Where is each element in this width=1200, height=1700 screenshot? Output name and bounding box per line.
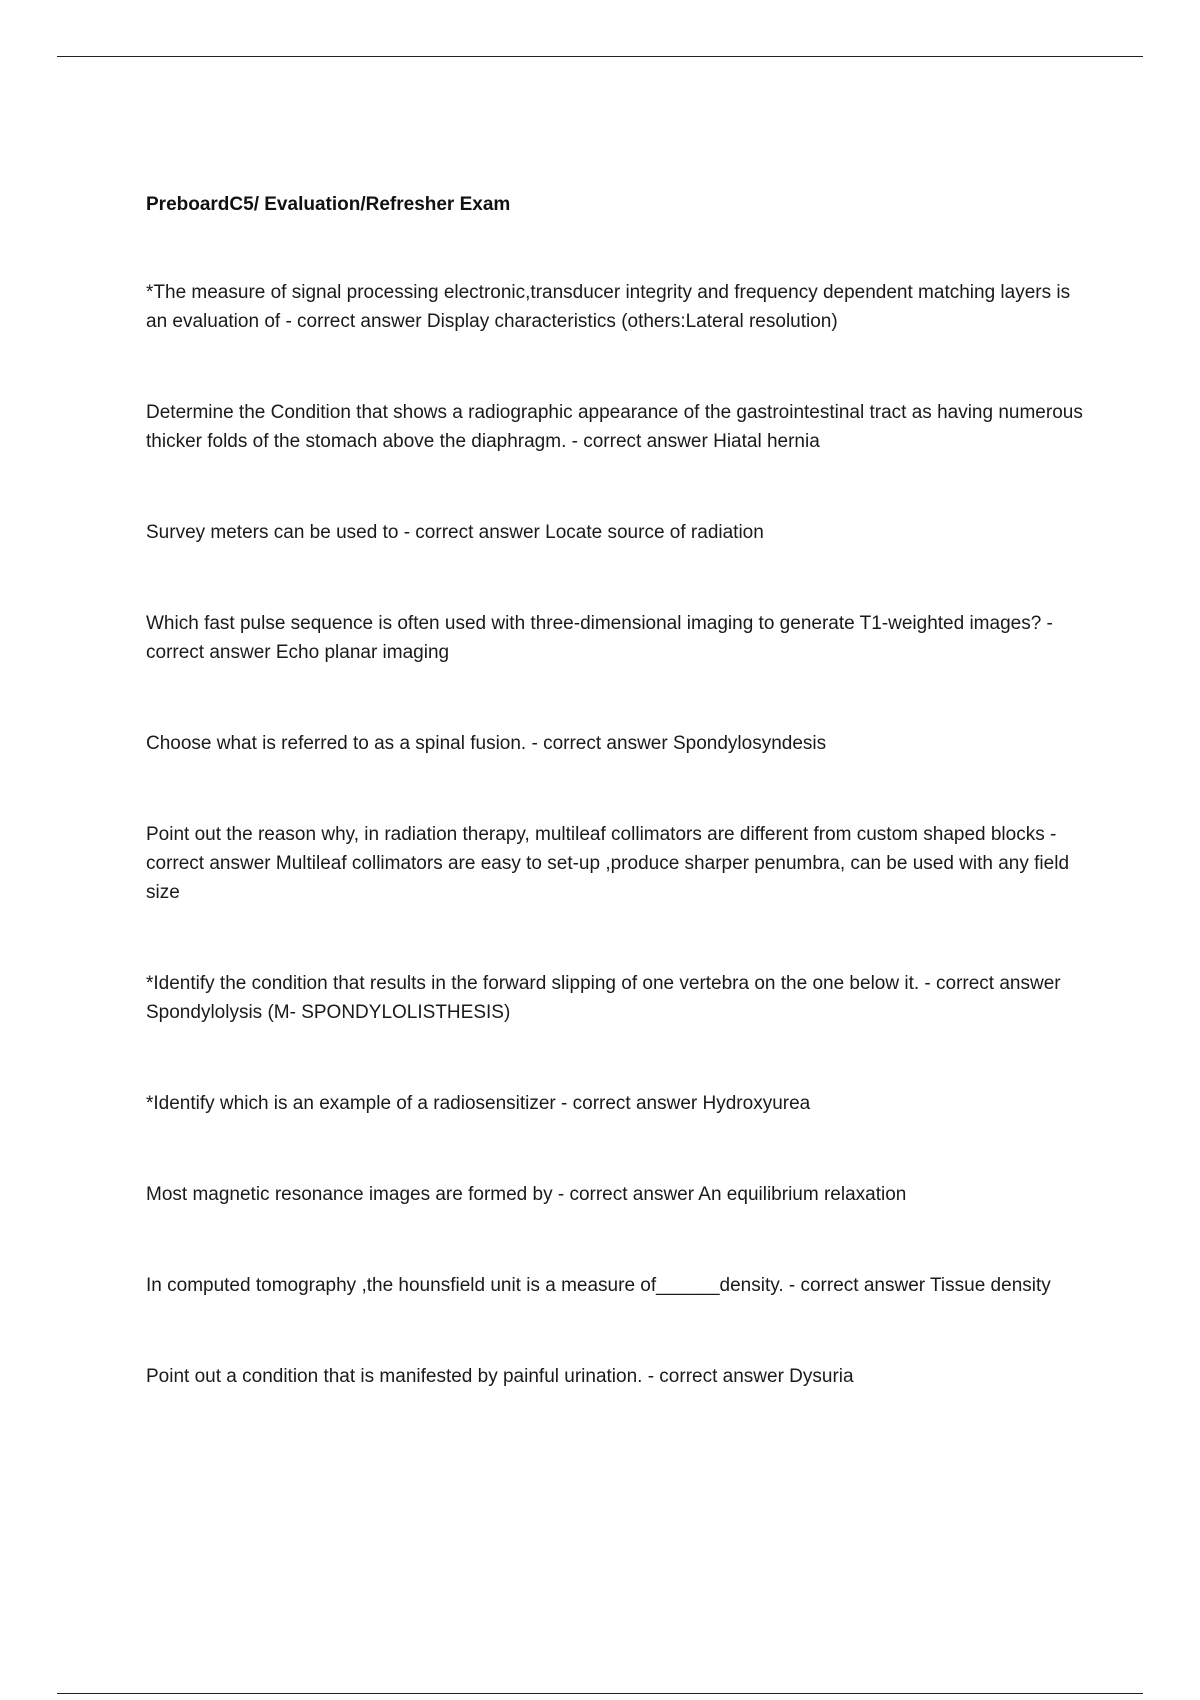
question-answer-item: Choose what is referred to as a spinal fusion. - correct answer Spondylosyndesis [146,733,827,754]
question-answer-item: Which fast pulse sequence is often used with three-dimensional imaging to generate T1-weighted images? - correct answer Echo planar imaging [146,613,1053,663]
question-answer-item: Most magnetic resonance images are formed by - correct answer An equilibrium relaxation [146,1184,907,1205]
question-answer-item: In computed tomography ,the hounsfield unit is a measure of______density. - correct answer Tissue density [146,1275,1051,1296]
top-divider [57,56,1143,57]
question-answer-item: Point out the reason why, in radiation therapy, multileaf collimators are different from custom shaped blocks - correct answer Multileaf collimators are easy to set-up ,produce sharper penumbra, can be used with any field size [146,824,1070,903]
bottom-divider [57,1693,1143,1694]
question-answer-item: Determine the Condition that shows a radiographic appearance of the gastrointestinal tract as having numerous thicker folds of the stomach above the diaphragm. - correct answer Hiatal hernia [146,402,1083,452]
question-answer-item: *Identify which is an example of a radiosensitizer - correct answer Hydroxyurea [146,1093,811,1114]
question-answer-item: Survey meters can be used to - correct answer Locate source of radiation [146,522,764,543]
question-answer-item: Point out a condition that is manifested by painful urination. - correct answer Dysuria [146,1366,854,1387]
question-answer-item: *The measure of signal processing electronic,transducer integrity and frequency dependent matching layers is an evaluation of - correct answer Display characteristics (others:Lateral resolution) [146,282,1071,332]
document-title: PreboardC5/ Evaluation/Refresher Exam [146,194,511,215]
document-body [146,190,1096,1453]
question-answer-item: *Identify the condition that results in the forward slipping of one vertebra on the one below it. - correct answer Spondylolysis (M- SPONDYLOLISTHESIS) [146,973,1061,1023]
